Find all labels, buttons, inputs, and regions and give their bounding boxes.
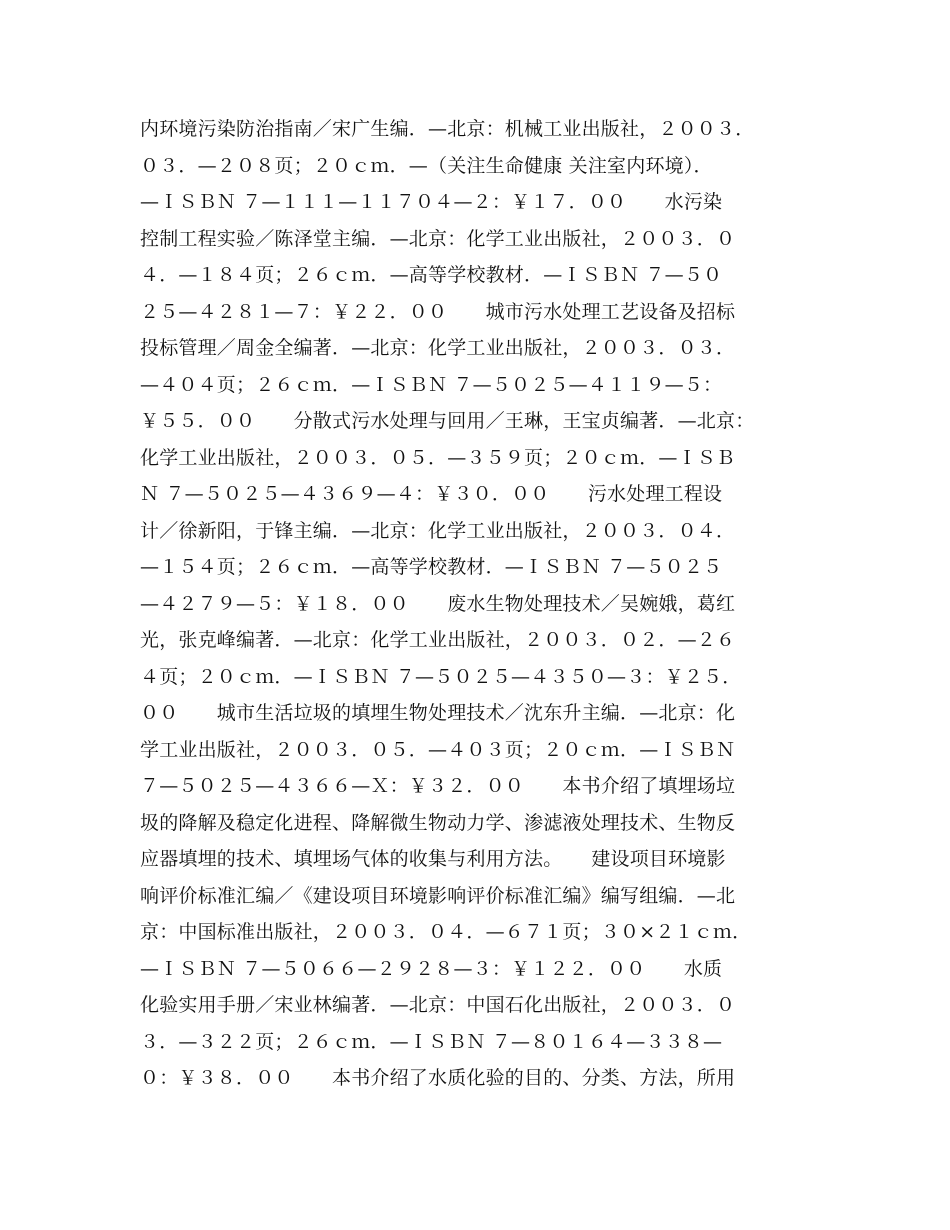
text-line: 控制工程实验／陈泽堂主编．—北京：化学工业出版社，２００３．０ <box>140 227 736 250</box>
text-line: ００ 城市生活垃圾的填埋生物处理技术／沈东升主编．—北京：化 <box>140 702 736 724</box>
text-line: 应器填埋的技术、填埋场气体的收集与利用方法。 建设项目环境影 <box>140 848 726 870</box>
bibliography-text <box>140 111 830 1097</box>
text-line: —４２７９—５：￥１８．００ 废水生物处理技术／吴婉娥，葛红 <box>140 592 736 615</box>
text-line: ７—５０２５—４３６６—Ｘ：￥３２．００ 本书介绍了填埋场垃 <box>140 775 736 797</box>
text-line: 化学工业出版社，２００３．０５．—３５９页；２０ｃｍ．—ＩＳＢ <box>140 446 736 469</box>
text-line: —１５４页；２６ｃｍ．—高等学校教材．—ＩＳＢＮ ７—５０２５ <box>140 556 723 578</box>
text-line: 内环境污染防治指南／宋广生编．—北京：机械工业出版社，２００３． <box>140 118 755 140</box>
text-line: 计／徐新阳，于锋主编．—北京：化学工业出版社，２００３．０４． <box>140 519 736 542</box>
text-line: ２５—４２８１—７：￥２２．００ 城市污水处理工艺设备及招标 <box>140 300 736 323</box>
text-line: 光，张克峰编著．—北京：化学工业出版社，２００３．０２．—２６ <box>140 629 736 651</box>
text-line: ￥５５．００ 分散式污水处理与回用／王琳，王宝贞编著．—北京： <box>140 410 755 432</box>
text-line: 学工业出版社，２００３．０５．—４０３页；２０ｃｍ．—ＩＳＢＮ <box>140 738 736 761</box>
text-line: 化验实用手册／宋业林编著．—北京：中国石化出版社，２００３．０ <box>140 994 736 1016</box>
text-line: 圾的降解及稳定化进程、降解微生物动力学、渗滤液处理技术、生物反 <box>140 811 736 834</box>
text-line: 响评价标准汇编／《建设项目环境影响评价标准汇编》编写组编．—北 <box>140 884 736 907</box>
text-line: ３．—３２２页；２６ｃｍ．—ＩＳＢＮ ７—８０１６４—３３８— <box>140 1030 723 1053</box>
text-line: ０３．—２０８页；２０ｃｍ．—（关注生命健康 关注室内环境）． <box>140 154 713 177</box>
text-line: —４０４页；２６ｃｍ．—ＩＳＢＮ ７—５０２５—４１１９—５： <box>140 373 723 396</box>
text-line: 投标管理／周金全编著．—北京：化学工业出版社，２００３．０３． <box>140 337 736 359</box>
text-line: —ＩＳＢＮ ７—５０６６—２９２８—３：￥１２２．００ 水质 <box>140 957 723 980</box>
text-line: ４页；２０ｃｍ．—ＩＳＢＮ ７—５０２５—４３５０—３：￥２５． <box>140 665 742 688</box>
text-line: Ｎ ７—５０２５—４３６９—４：￥３０．００ 污水处理工程设 <box>140 483 723 505</box>
text-line: ４．—１８４页；２６ｃｍ．—高等学校教材．—ＩＳＢＮ ７—５０ <box>140 264 723 286</box>
text-line: —ＩＳＢＮ ７—１１１—１１７０４—２：￥１７．００ 水污染 <box>140 191 723 213</box>
text-line: 京：中国标准出版社，２００３．０４．—６７１页；３０×２１ｃｍ． <box>140 921 752 943</box>
text-line: ０：￥３８．００ 本书介绍了水质化验的目的、分类、方法，所用 <box>140 1067 736 1089</box>
